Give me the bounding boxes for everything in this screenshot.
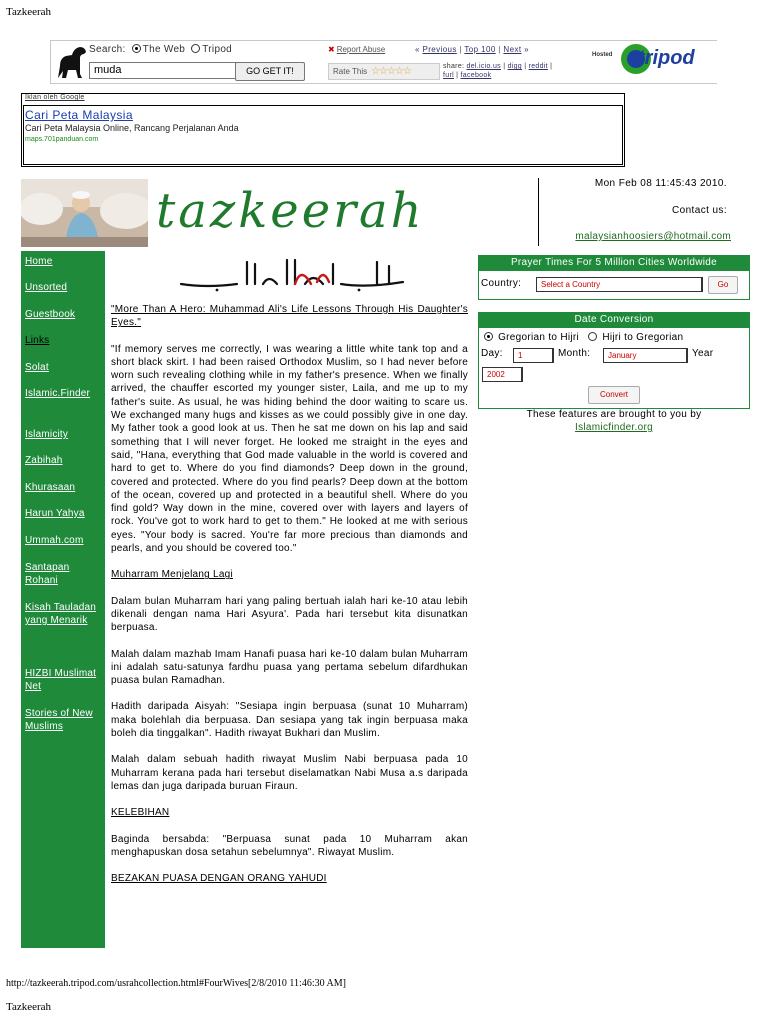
- sidebar-item-santapan-rohani[interactable]: Santapan Rohani: [25, 562, 70, 586]
- share-furl[interactable]: furl: [443, 72, 454, 79]
- radio-tripod[interactable]: [191, 44, 200, 53]
- share-digg[interactable]: digg: [507, 63, 522, 70]
- ad-label[interactable]: Iklan oleh Google: [25, 94, 85, 101]
- banner-photo: [21, 179, 148, 247]
- hosted-label: Hosted: [592, 52, 613, 58]
- report-abuse-icon: ✖: [328, 45, 335, 54]
- sidebar-item-harun-yahya[interactable]: Harun Yahya: [25, 508, 85, 519]
- radio-gregorian-to-hijri[interactable]: [484, 332, 493, 341]
- article-paragraph: Baginda bersabda: "Berpuasa sunat pada 10 Muharram akan menghapuskan dosa setahun sebelumnya". Riwayat Muslim.: [111, 833, 468, 858]
- islamicfinder-link[interactable]: Islamicfinder.org: [575, 422, 653, 433]
- current-datetime: Mon Feb 08 11:45:43 2010.: [594, 178, 727, 189]
- sidebar-item-islamicity[interactable]: Islamicity: [25, 429, 69, 440]
- sidebar-item-islamic-finder[interactable]: Islamic.Finder: [25, 388, 91, 399]
- brought-by-text: These features are brought to you by: [526, 409, 702, 420]
- report-abuse-link[interactable]: Report Abuse: [336, 45, 386, 54]
- basmalah-calligraphy: [177, 254, 407, 292]
- next-arrow-icon: »: [524, 45, 529, 54]
- article-paragraph: Malah dalam mazhab Imam Hanafi puasa hari ke-10 dalam bulan Muharram ini adalah satu-satunya fardhu puasa yang pertama sebelum difardhukan puasa bulan Ramadhan.: [111, 648, 468, 687]
- day-select[interactable]: 1: [513, 348, 554, 363]
- rate-label: Rate This: [333, 67, 368, 76]
- print-title-bottom: Tazkeerah: [6, 1001, 52, 1013]
- tripod-logo[interactable]: [620, 43, 704, 75]
- ad-description: Cari Peta Malaysia Online, Rancang Perjalanan Anda: [25, 123, 239, 133]
- month-select[interactable]: January: [603, 348, 688, 363]
- dog-icon: [54, 44, 88, 80]
- gregorian-to-hijri-label: Gregorian to Hijri: [498, 332, 580, 343]
- radio-web-label: The Web: [142, 44, 186, 55]
- hijri-to-gregorian-label: Hijri to Gregorian: [602, 332, 684, 343]
- article-paragraph: Malah dalam sebuah hadith riwayat Muslim Nabi berpuasa pada 10 Muharram kerana pada hari tersebut diselamatkan Nabi Musa a.s daripada lemas dan juga daripada buruan Firaun.: [111, 754, 468, 792]
- article-heading-bezakan: BEZAKAN PUASA DENGAN ORANG YAHUDI: [111, 873, 327, 885]
- header-divider: [538, 178, 539, 246]
- sidebar-item-khurasaan[interactable]: Khurasaan: [25, 482, 76, 493]
- sidebar-nav: [21, 251, 105, 948]
- year-input[interactable]: 2002: [482, 367, 523, 382]
- share-links: share: del.icio.us | digg | reddit | furl | facebook: [443, 63, 553, 79]
- sidebar-item-hizbi[interactable]: HIZBI Muslimat Net: [25, 668, 97, 692]
- previous-link[interactable]: Previous: [422, 45, 457, 54]
- contact-label: Contact us:: [672, 205, 727, 216]
- article-heading-muharram: Muharram Menjelang Lagi: [111, 569, 233, 581]
- year-label: Year: [692, 348, 714, 359]
- month-label: Month:: [558, 348, 591, 359]
- article-paragraph: Hadith daripada Aisyah: "Sesiapa ingin berpuasa (sunat 10 Muharram) maka bolehlah dia berpuasa. Dan sesiapa yang tak ingin berpuasa maka boleh dia tinggalkan". Hadith riwayat Bukhari dan Muslim.: [111, 701, 468, 740]
- ad-url[interactable]: maps.701panduan.com: [25, 136, 99, 143]
- rate-this-widget[interactable]: [328, 63, 440, 80]
- site-logo: tazkeerah: [156, 183, 425, 239]
- article-paragraph: Dalam bulan Muharram hari yang paling bertuah ialah hari ke-10 atau lebih dikenali dengan nama Hari Asyura'. Pada hari tersebut kita disunatkan berpuasa.: [111, 595, 468, 634]
- radio-web[interactable]: [132, 44, 141, 53]
- country-label: Country:: [481, 278, 522, 289]
- sidebar-item-solat[interactable]: Solat: [25, 362, 49, 373]
- rating-stars[interactable]: ☆☆☆☆☆: [371, 66, 411, 77]
- country-select[interactable]: Select a Country: [536, 277, 703, 292]
- print-url-footer: http://tazkeerah.tripod.com/usrahcollection.html#FourWives[2/8/2010 11:46:30 AM]: [6, 978, 346, 989]
- sidebar-item-unsorted[interactable]: Unsorted: [25, 282, 68, 293]
- share-delicious[interactable]: del.icio.us: [466, 63, 501, 70]
- article-content: [111, 303, 468, 885]
- article-paragraph: "If memory serves me correctly, I was wearing a little white tank top and a short black skirt. I had been raised Orthodox Muslim, so I had never before worn such revealing clothing while in my father's presence. When we finally arrived, the chauffer escorted my younger sister, Laila, and me up to my father's suite. As usual, he was hiding behind the door waiting to scare us. We exchanged many hugs and kisses as we could possibly give in one day. My father took a good look at us. Then he sat me down on his lap and said something that I will never forget. He looked me straight in the eyes and said, "Hana, everything that God made valuable in the world is covered and hard to get to. Where do you find diamonds? Deep down in the ground, covered and protected. Where do you find pearls? Deep down at the bottom of the ocean, covered up and protected in a beautiful shell. Where do you find gold? Way down in the mine, covered over with layers and layers of rock. You've got to work hard to get to them." He looked at me with serious eyes. "Your body is sacred. You're far more precious than diamonds and pearls, and you should be covered too.": [111, 343, 468, 555]
- prayer-times-header: Prayer Times For 5 Million Cities Worldwide: [478, 255, 750, 271]
- go-get-it-button[interactable]: GO GET IT!: [235, 62, 305, 81]
- share-label: share:: [443, 63, 465, 70]
- sidebar-item-new-muslims[interactable]: Stories of New Muslims: [25, 708, 93, 732]
- tripod-logo-text: tripod: [638, 47, 695, 69]
- contact-email-link[interactable]: malaysianhoosiers@hotmail.com: [575, 231, 731, 242]
- sidebar-item-kisah-tauladan[interactable]: Kisah Tauladan yang Menarik: [25, 602, 97, 626]
- print-title: Tazkeerah: [6, 6, 52, 18]
- radio-hijri-to-gregorian[interactable]: [588, 332, 597, 341]
- convert-button[interactable]: Convert: [588, 386, 640, 404]
- sidebar-item-ummah[interactable]: Ummah.com: [25, 535, 84, 546]
- share-facebook[interactable]: facebook: [460, 72, 492, 79]
- top100-link[interactable]: Top 100: [464, 45, 496, 54]
- search-input[interactable]: muda: [89, 62, 239, 79]
- share-reddit[interactable]: reddit: [528, 63, 548, 70]
- article-heading-ali: "More Than A Hero: Muhammad Ali's Life Lessons Through His Daughter's Eyes.": [111, 304, 468, 329]
- search-label: Search:: [89, 44, 126, 55]
- sidebar-item-guestbook[interactable]: Guestbook: [25, 309, 76, 320]
- prayer-go-button[interactable]: Go: [708, 276, 738, 294]
- next-link[interactable]: Next: [503, 45, 522, 54]
- radio-tripod-label: Tripod: [202, 44, 233, 55]
- day-label: Day:: [481, 348, 503, 359]
- prev-arrow-icon: «: [415, 45, 420, 54]
- ad-title-link[interactable]: Cari Peta Malaysia: [25, 108, 133, 122]
- date-conversion-header: Date Conversion: [478, 312, 750, 328]
- sidebar-item-zabihah[interactable]: Zabihah: [25, 455, 63, 466]
- sidebar-item-links[interactable]: Links: [25, 335, 50, 346]
- article-heading-kelebihan: KELEBIHAN: [111, 807, 170, 819]
- sidebar-item-home[interactable]: Home: [25, 256, 53, 267]
